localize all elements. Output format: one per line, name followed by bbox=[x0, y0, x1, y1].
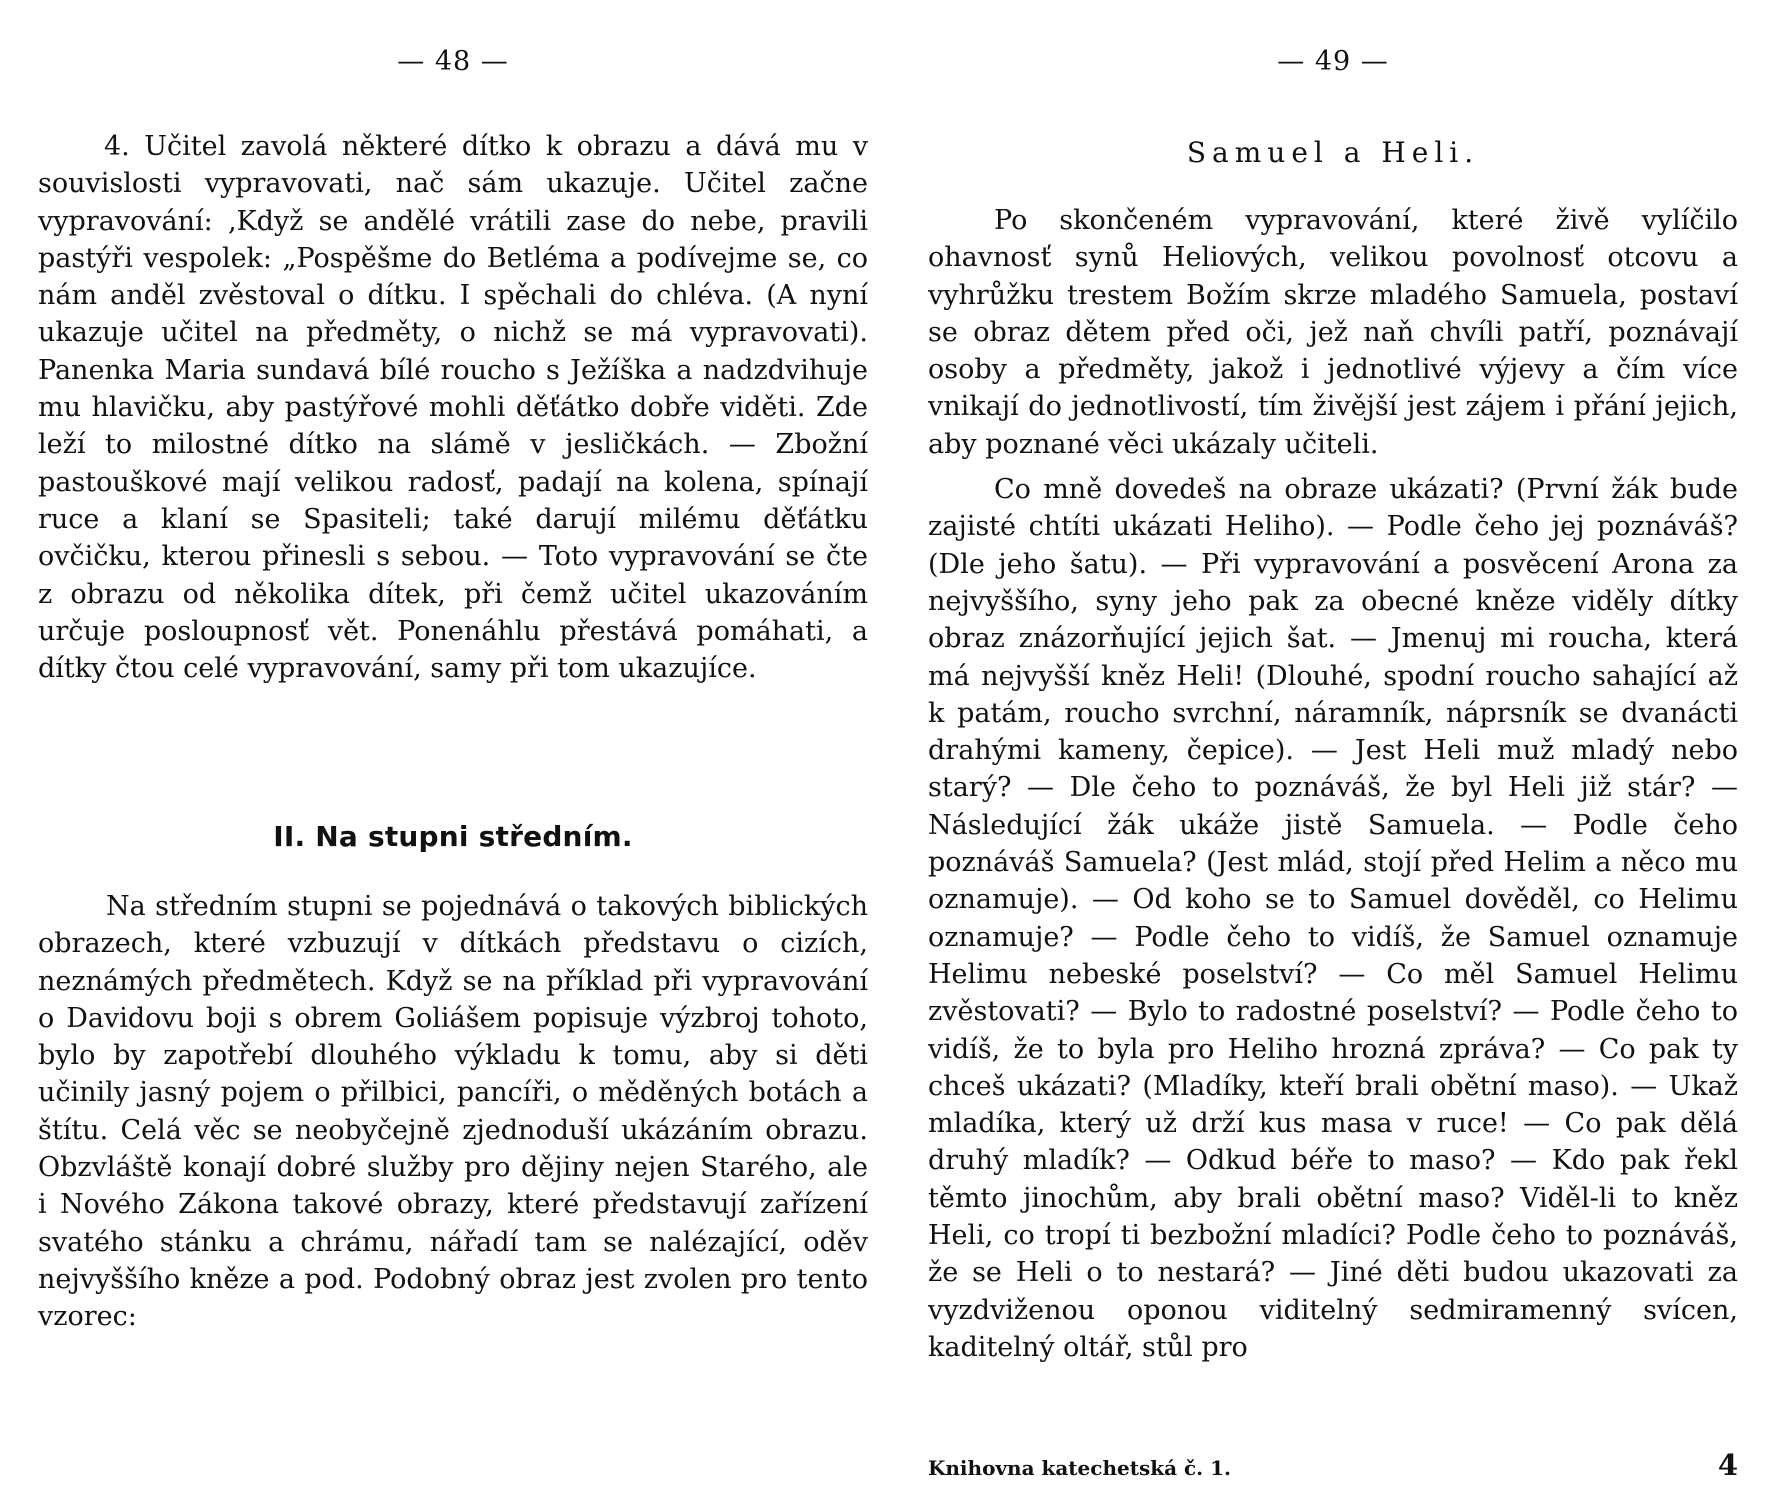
page-number-right: — 49 — bbox=[1277, 46, 1389, 77]
sheet-number: 4 bbox=[1717, 1448, 1738, 1482]
left-intro-text bbox=[38, 128, 868, 687]
section-heading: II. Na stupni středním. bbox=[273, 820, 633, 853]
intro-paragraph: 4. Učitel zavolá některé dítko k obrazu a dává mu v souvislosti vypravovati, nač sám ukazuje. Učitel začne vypravování: ‚Když se andělé vrátili zase do nebe, pravili pastýři vespolek: „Pospěšme do Betléma a podívejme se, co nám anděl zvěstoval o dítku. I spěchali do chléva. (A nyní ukazuje učitel na předměty, o nichž se má vypravovati). Panenka Maria sundavá bílé roucho s Ježíška a nadzdvihuje mu hlavičku, aby pastýřové mohli děťátko dobře viděti. Zde leží to milostné dítko na slámě v jesličkách. — Zbožní pastouškové mají velikou radosť, padají na kolena, spínají ruce a klaní se Spasiteli; také darují milému děťátku ovčičku, kterou přinesli s sebou. — Toto vypravování se čte z obrazu od několika dítek, při čemž učitel ukazováním určuje posloupnosť vět. Ponenáhlu přestává pomáhati, a dítky čtou celé vypravování, samy při tom ukazujíce. bbox=[38, 131, 868, 685]
section-paragraph: Na středním stupni se pojednává o takových biblických obrazech, které vzbuzují v dítkách představu o cizích, neznámých předmětech. Když se na příklad při vypravování o Davidovu boji s obrem Goliášem popisuje výzbroj tohoto, bylo by zapotřebí dlouhého výkladu k tomu, aby si děti učinily jasný pojem o přilbici, pancíři, o měděných botách a štítu. Celá věc se neobyčejně zjednoduší ukázáním obrazu. Obzvláště konají dobré služby pro dějiny nejen Starého, ale i Nového Zákona takové obrazy, které představují zařízení svatého stánku a chrámu, nářadí tam se nalézající, oděv nejvyššího kněze a pod. Podobný obraz jest zvolen pro tento vzorec: bbox=[38, 891, 868, 1333]
right-text bbox=[928, 202, 1738, 1366]
footer-signature: Knihovna katechetská č. 1. bbox=[928, 1456, 1231, 1480]
paragraph-1: Po skončeném vypravování, které živě vylíčilo ohavnosť synů Heliových, velikou povolnosť otcovu a vyhrůžku trestem Božím skrze mladého Samuela, postaví se obraz dětem před oči, jež naň chvíli patří, poznávají osoby a předměty, jakož i jednotlivé výjevy a čím více vnikají do jednotlivostí, tím živější jest zájem i přání jejich, aby poznané věci ukázaly učiteli. bbox=[928, 205, 1738, 460]
page-number-left: — 48 — bbox=[397, 46, 509, 77]
right-page bbox=[928, 0, 1738, 1500]
paragraph-2: Co mně dovedeš na obraze ukázati? (První žák bude zajisté chtíti ukázati Heliho). — Podle čeho jej poznáváš? (Dle jeho šatu). — Při vypravování a posvěcení Arona za nejvyššího, syny jeho pak za obecné kněze viděly dítky obraz znázorňující jejich šat. — Jmenuj mi roucha, která má nejvyšší kněz Heli! (Dlouhé, spodní roucho sahající až k patám, roucho svrchní, náramník, náprsník se dvanácti drahými kameny, čepice). — Jest Heli muž mladý nebo starý? — Dle čeho to poznáváš, že byl Heli již stár? — Následující žák ukáže jistě Samuela. — Podle čeho poznáváš Samuela? (Jest mlád, stojí před Helim a něco mu oznamuje). — Od koho se to Samuel dověděl, co Helimu oznamuje? — Podle čeho to vidíš, že Samuel oznamuje Helimu nebeské poselství? — Co měl Samuel Helimu zvěstovati? — Bylo to radostné poselství? — Podle čeho to vidíš, že to byla pro Heliho hrozná zpráva? — Co pak ty chceš ukázati? (Mladíky, kteří brali obětní maso). — Ukaž mladíka, který už drží kus masa v ruce! — Co pak dělá druhý mladík? — Odkud béře to maso? — Kdo pak řekl těmto jinochům, aby brali obětní maso? Viděl-li to kněz Heli, co tropí ti bezbožní mladíci? Podle čeho to poznáváš, že se Heli o to nestará? — Jiné děti budou ukazovati za vyzdviženou oponou viditelný sedmiramenný svícen, kaditelný oltář, stůl pro bbox=[928, 474, 1738, 1363]
left-section-text bbox=[38, 888, 868, 1336]
left-page bbox=[38, 0, 868, 1500]
chapter-title: Samuel a Heli. bbox=[1186, 136, 1480, 169]
